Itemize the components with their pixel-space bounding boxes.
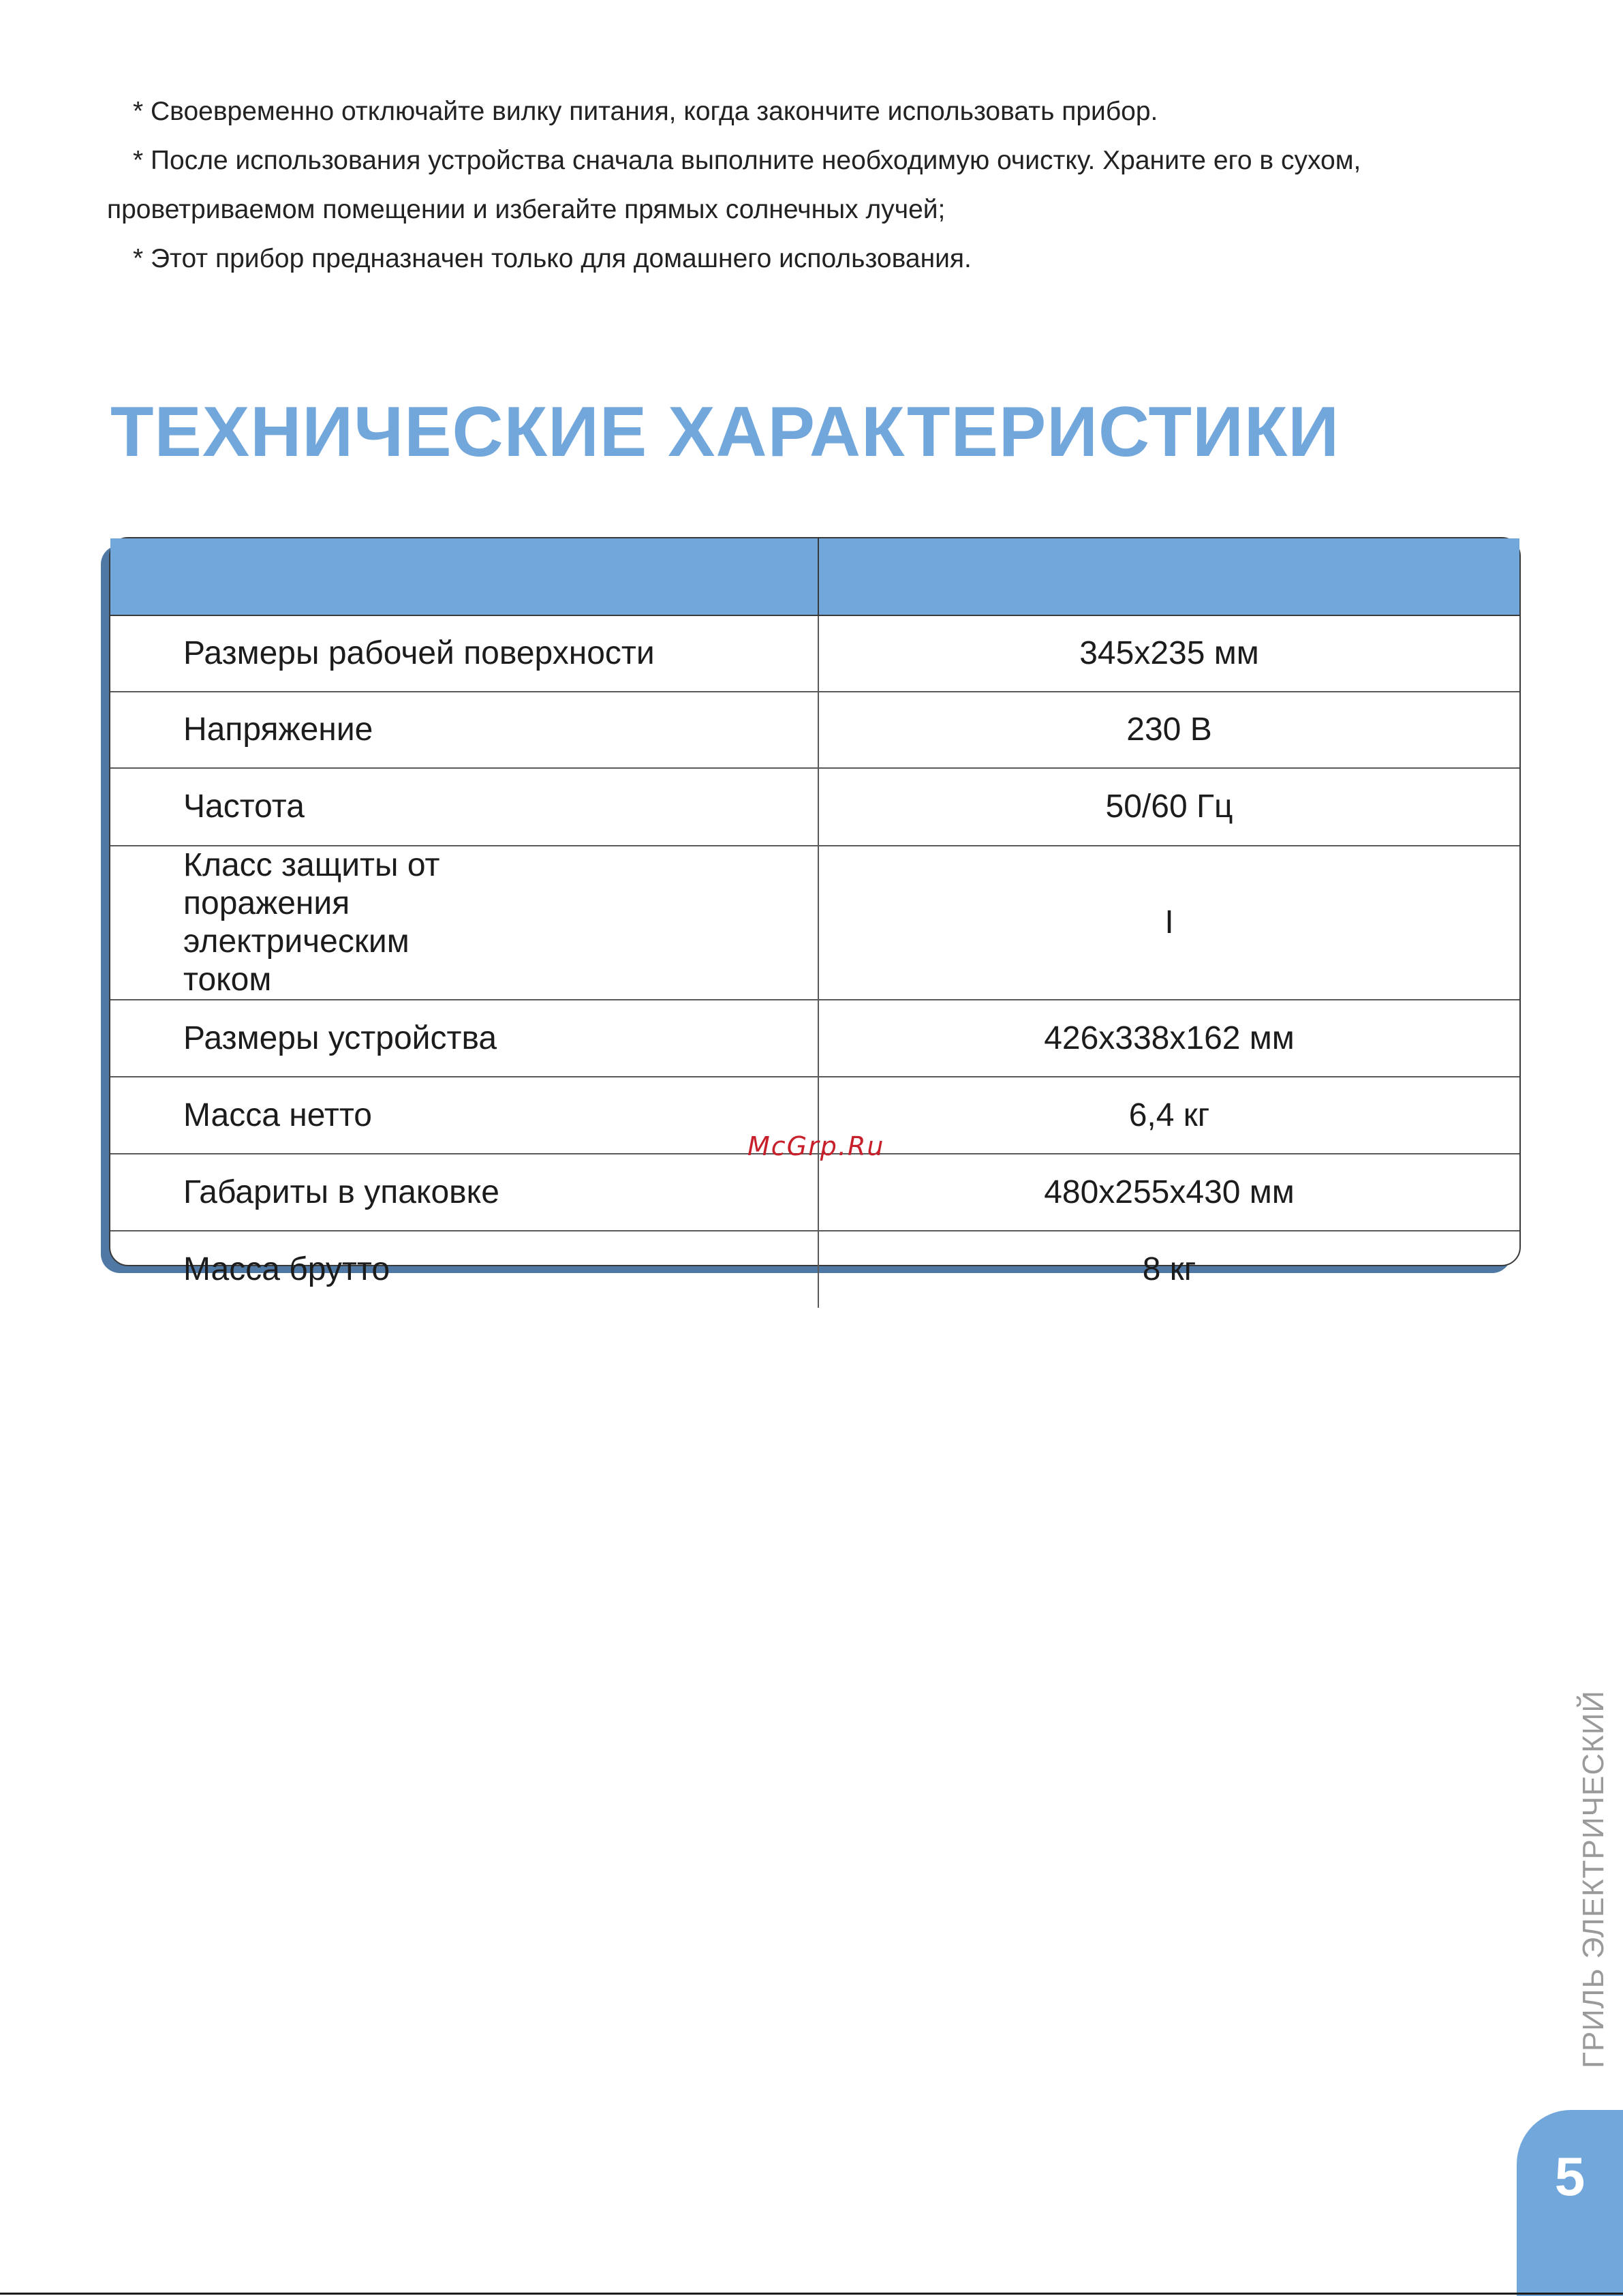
table-row <box>110 1000 1519 1077</box>
spec-value: 8 кг <box>818 1231 1519 1308</box>
spec-label: Размеры рабочей поверхности <box>183 635 655 671</box>
spec-value: 50/60 Гц <box>818 768 1519 846</box>
spec-label: Габариты в упаковке <box>110 1154 818 1231</box>
spec-label: Частота <box>110 768 818 846</box>
spec-header-cell-value <box>818 538 1519 615</box>
product-side-label: ГРИЛЬ ЭЛЕКТРИЧЕСКИЙ <box>1577 1690 1610 2068</box>
table-row <box>110 846 1519 1000</box>
section-title: ТЕХНИЧЕСКИЕ ХАРАКТЕРИСТИКИ <box>110 393 1340 472</box>
table-row <box>110 692 1519 768</box>
bottom-divider <box>0 2293 1623 2295</box>
note-unplug: * Своевременно отключайте вилку питания, когда закончите использовать прибор. <box>133 97 1158 126</box>
table-row <box>110 615 1519 692</box>
spec-value: 230 В <box>818 692 1519 768</box>
spec-label: Напряжение <box>110 692 818 768</box>
spec-label: Размеры устройства <box>110 1000 818 1077</box>
note-household-use: * Этот прибор предназначен только для домашнего использования. <box>133 244 972 273</box>
spec-value: I <box>818 846 1519 1000</box>
spec-value: 6,4 кг <box>818 1077 1519 1154</box>
table-row <box>110 1231 1519 1308</box>
spec-header-cell-param <box>110 538 818 615</box>
page-number-tab <box>1517 2110 1623 2296</box>
spec-value: 426x338x162 мм <box>818 1000 1519 1077</box>
spec-label: Масса нетто <box>110 1077 818 1154</box>
spec-table <box>110 538 1519 1308</box>
note-storage: * После использования устройства сначала выполните необходимую очистку. Храните его в сухом, проветриваемом помещении и избегайте прямых солнечных лучей; <box>107 146 1361 224</box>
spec-label: Масса брутто <box>110 1231 818 1308</box>
page-number: 5 <box>1554 2146 1586 2207</box>
safety-notes <box>107 87 1524 284</box>
spec-value: 345x235 мм <box>818 615 1519 692</box>
table-row <box>110 1154 1519 1231</box>
table-row <box>110 768 1519 846</box>
spec-table-header-row <box>110 538 1519 615</box>
watermark-link[interactable]: McGrp.Ru <box>747 1131 885 1161</box>
spec-value: 480x255x430 мм <box>818 1154 1519 1231</box>
spec-label: Класс защиты от поражения электрическим током <box>110 846 818 1000</box>
